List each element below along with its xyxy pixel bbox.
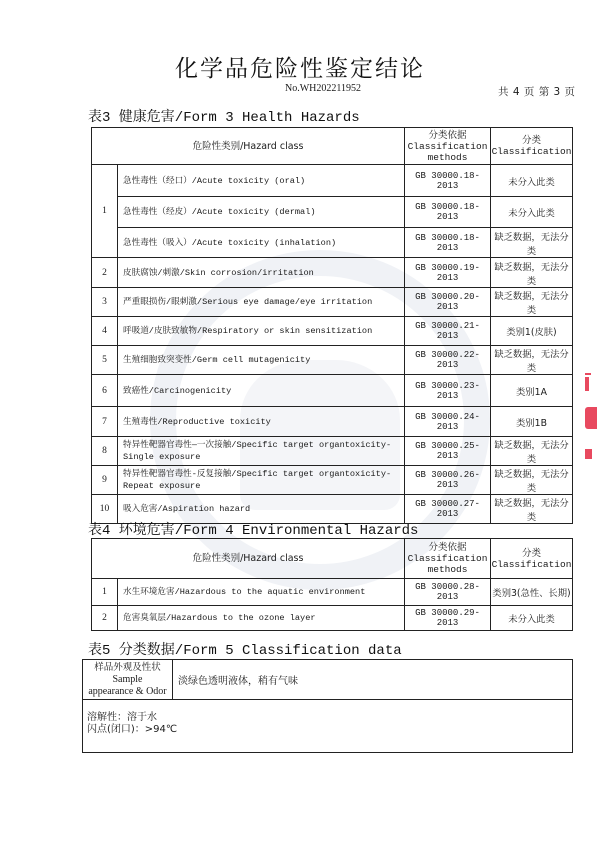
properties-cell [83, 700, 573, 753]
row-number: 4 [92, 317, 118, 346]
red-stamp-fragment [583, 365, 600, 465]
table-header-row [92, 128, 573, 165]
method-cell: GB 30000.28-2013 [405, 579, 491, 606]
method-cell: GB 30000.23-2013 [405, 375, 491, 407]
table-row [92, 466, 573, 495]
row-number: 10 [92, 495, 118, 524]
classification-cell: 缺乏数据，无法分类 [491, 258, 573, 288]
form4-title: 表4 环境危害/Form 4 Environmental Hazards [88, 523, 419, 539]
method-cell: GB 30000.26-2013 [405, 466, 491, 495]
method-cell: GB 30000.22-2013 [405, 346, 491, 375]
sample-appearance-row [83, 660, 573, 700]
hazard-class-header: 危险性类别/Hazard class [92, 539, 405, 579]
method-cell: GB 30000.24-2013 [405, 407, 491, 437]
sample-appearance-label: 样品外观及性状 Sample appearance & Odor [83, 660, 173, 700]
hazard-cell: 生殖细胞致突变性/Germ cell mutagenicity [118, 346, 405, 375]
table-row [92, 317, 573, 346]
table-row [92, 606, 573, 631]
classification-cell: 缺乏数据，无法分类 [491, 466, 573, 495]
classification-cell: 缺乏数据，无法分类 [491, 495, 573, 524]
table-header-row [92, 539, 573, 579]
hazard-cell: 急性毒性（吸入）/Acute toxicity (inhalation) [118, 228, 405, 258]
row-number: 7 [92, 407, 118, 437]
method-cell: GB 30000.27-2013 [405, 495, 491, 524]
classification-cell: 未分入此类 [491, 165, 573, 197]
classification-header: 分类 Classification [491, 539, 573, 579]
hazard-cell: 致癌性/Carcinogenicity [118, 375, 405, 407]
properties-row [83, 700, 573, 753]
form5-title: 表5 分类数据/Form 5 Classification data [88, 643, 402, 659]
classification-cell: 未分入此类 [491, 197, 573, 228]
classification-cell: 类别3(急性、长期) [491, 579, 573, 606]
method-cell: GB 30000.21-2013 [405, 317, 491, 346]
method-cell: GB 30000.29-2013 [405, 606, 491, 631]
solubility: 溶解性：溶于水 [87, 712, 157, 723]
table-row [92, 407, 573, 437]
method-cell: GB 30000.25-2013 [405, 437, 491, 466]
table-row [92, 197, 573, 228]
hazard-cell: 生殖毒性/Reproductive toxicity [118, 407, 405, 437]
hazard-cell: 急性毒性（经皮）/Acute toxicity (dermal) [118, 197, 405, 228]
form3-title: 表3 健康危害/Form 3 Health Hazards [88, 110, 360, 126]
row-number: 8 [92, 437, 118, 466]
hazard-cell: 危害臭氧层/Hazardous to the ozone layer [118, 606, 405, 631]
classification-cell: 类别1B [491, 407, 573, 437]
table-row [92, 346, 573, 375]
method-cell: GB 30000.18-2013 [405, 228, 491, 258]
table-row [92, 288, 573, 317]
hazard-class-header: 危险性类别/Hazard class [92, 128, 405, 165]
classification-header: 分类 Classification [491, 128, 573, 165]
classification-cell: 缺乏数据，无法分类 [491, 288, 573, 317]
classification-cell: 缺乏数据，无法分类 [491, 346, 573, 375]
row-number: 2 [92, 606, 118, 631]
hazard-cell: 水生环境危害/Hazardous to the aquatic environment [118, 579, 405, 606]
hazard-cell: 特异性靶器官毒性-反复接触/Specific target organtoxicity- Repeat exposure [118, 466, 405, 495]
classification-cell: 未分入此类 [491, 606, 573, 631]
document-title: 化学品危险性鉴定结论 [175, 56, 425, 82]
row-number: 2 [92, 258, 118, 288]
hazard-cell: 呼吸道/皮肤致敏物/Respiratory or skin sensitization [118, 317, 405, 346]
row-number: 1 [92, 579, 118, 606]
method-cell: GB 30000.18-2013 [405, 165, 491, 197]
hazard-cell: 皮肤腐蚀/刺激/Skin corrosion/irritation [118, 258, 405, 288]
classification-cell: 缺乏数据，无法分类 [491, 228, 573, 258]
table-row [92, 579, 573, 606]
classification-cell: 缺乏数据，无法分类 [491, 437, 573, 466]
report-number: No.WH202211952 [285, 83, 362, 94]
hazard-cell: 严重眼损伤/眼刺激/Serious eye damage/eye irritation [118, 288, 405, 317]
hazard-cell: 吸入危害/Aspiration hazard [118, 495, 405, 524]
hazard-cell: 特异性靶器官毒性—一次接触/Specific target organtoxicity- Single exposure [118, 437, 405, 466]
hazard-cell: 急性毒性（经口）/Acute toxicity (oral) [118, 165, 405, 197]
page-info: 共 4 页 第 3 页 [498, 86, 576, 98]
table-row [92, 228, 573, 258]
table-row [92, 258, 573, 288]
sample-appearance-value: 淡绿色透明液体，稍有气味 [173, 660, 573, 700]
methods-header: 分类依据 Classification methods [405, 539, 491, 579]
method-cell: GB 30000.18-2013 [405, 197, 491, 228]
classification-data-table [82, 659, 573, 753]
table-row [92, 375, 573, 407]
environmental-hazards-table [91, 538, 573, 631]
methods-header: 分类依据 Classification methods [405, 128, 491, 165]
row-number: 3 [92, 288, 118, 317]
method-cell: GB 30000.20-2013 [405, 288, 491, 317]
method-cell: GB 30000.19-2013 [405, 258, 491, 288]
row-number: 5 [92, 346, 118, 375]
row-number: 9 [92, 466, 118, 495]
health-hazards-table [91, 127, 573, 524]
classification-cell: 类别1A [491, 375, 573, 407]
row-number: 1 [92, 165, 118, 258]
table-row [92, 437, 573, 466]
classification-cell: 类别1(皮肤) [491, 317, 573, 346]
row-number: 6 [92, 375, 118, 407]
flash-point: 闪点(闭口)：>94℃ [87, 724, 178, 735]
table-row [92, 165, 573, 197]
